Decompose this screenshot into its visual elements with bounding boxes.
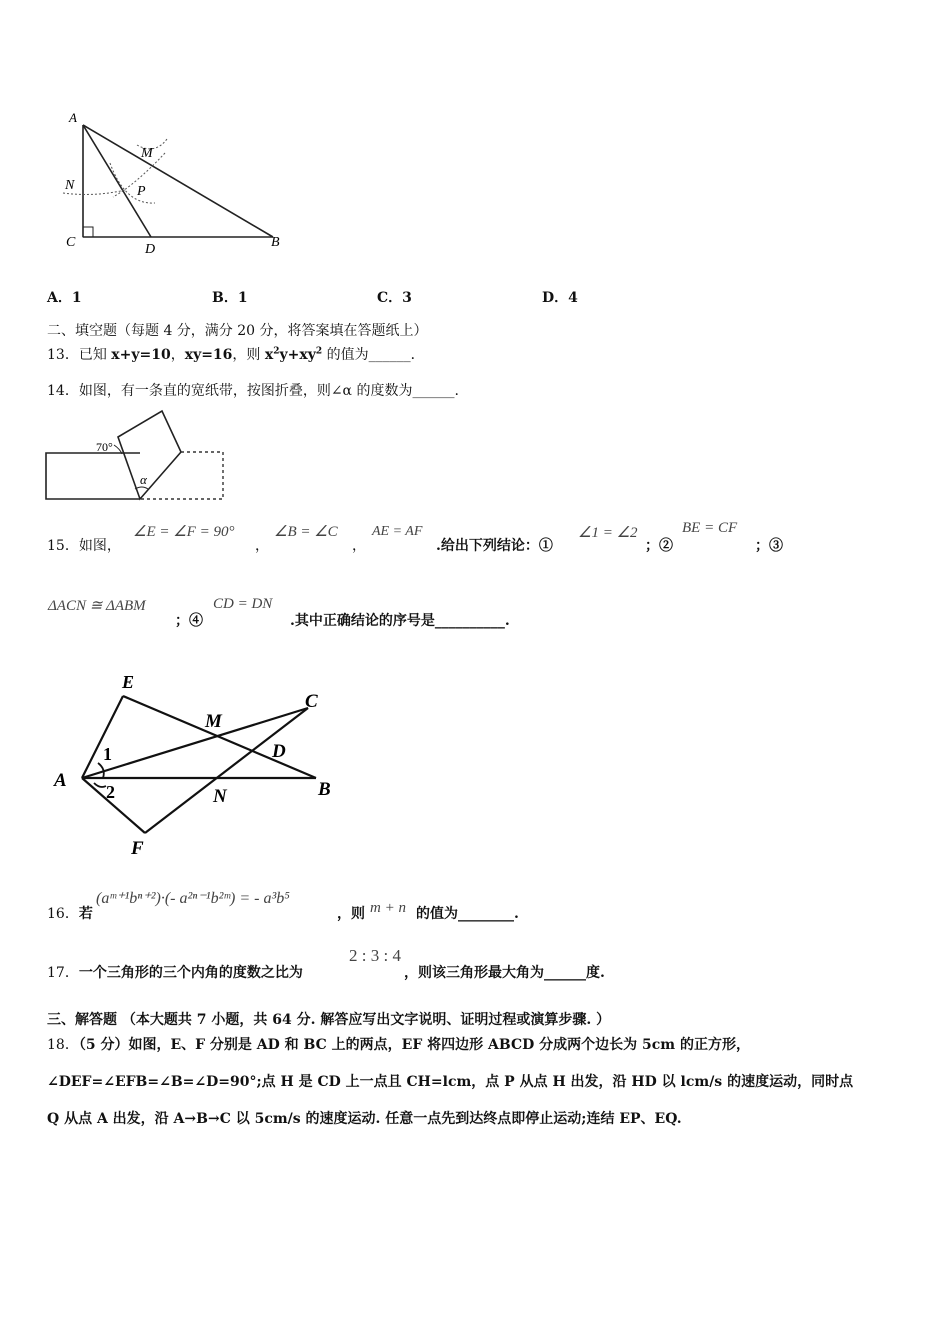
q18-line1 [47, 1034, 750, 1054]
label-m2: M [205, 711, 222, 732]
q18-line2: ∠DEF=∠EFB=∠B=∠D=90°;点 H 是 CD 上一点且 CH=lcm，点 P 从点 H 出发，沿 HD 以 lcm/s 的速度运动，同时点 [47, 1074, 854, 1090]
label-b2: B [318, 779, 331, 800]
q15-comma1: ， [255, 538, 269, 554]
label-a: A [69, 110, 77, 125]
seg-eb [123, 696, 316, 778]
q15-text6: .其中正确结论的序号是__________. [290, 613, 510, 629]
q13-exp2: 2 [315, 346, 323, 357]
arc-p1 [110, 163, 155, 203]
label-b: B [271, 235, 280, 250]
side-ab [83, 125, 273, 237]
paper-strip-figure [40, 405, 235, 505]
seg-cf [145, 708, 308, 833]
q16-lead [47, 903, 93, 923]
q15-math2: ∠B = ∠C [274, 524, 338, 540]
q13-number: 13． [47, 347, 79, 363]
label-d: D [145, 242, 156, 257]
q15-math3: AE = AF [372, 524, 423, 539]
q15-comma2: ， [352, 538, 366, 554]
q17-number: 17． [47, 965, 79, 981]
option-a[interactable] [47, 287, 82, 307]
right-angle-mark [83, 227, 93, 237]
option-d-value: 4 [568, 290, 578, 306]
q13-expr-b: y+xy [279, 347, 316, 363]
q17-post: ，则该三角形最大角为______度. [404, 965, 605, 981]
q16-post: 的值为________. [416, 906, 519, 922]
q16-mid: ，则 [337, 906, 365, 922]
folded-part [118, 411, 181, 499]
kite-figure [40, 665, 350, 860]
q13-sep: ， [170, 347, 185, 363]
question-14 [47, 380, 459, 400]
q15-math1: ∠E = ∠F = 90° [133, 524, 235, 540]
q18-line3: Q 从点 A 出发，沿 A→B→C 以 5cm/s 的速度运动. 任意一点先到达终点即停止运动;连结 EP、EQ. [47, 1111, 682, 1127]
option-c-value: 3 [402, 290, 412, 306]
label-d2: D [272, 741, 286, 762]
alpha-label: α [140, 472, 147, 487]
q13-cond1: x+y=10 [111, 347, 171, 363]
label-2: 2 [106, 782, 115, 802]
option-d[interactable] [542, 287, 578, 307]
label-c2: C [305, 691, 318, 712]
q15-line1 [47, 535, 121, 555]
q15-text2: .给出下列结论：① [436, 538, 553, 554]
option-a-letter: A． [47, 290, 72, 306]
q15-math7: CD = DN [213, 596, 273, 612]
label-f: F [131, 838, 144, 859]
q14-number: 14． [47, 383, 79, 399]
q18-number: 18． [47, 1037, 79, 1053]
q13-exp1: 2 [273, 346, 280, 357]
label-p: P [137, 184, 146, 199]
strip-dashed [140, 452, 223, 499]
angle-70-label: 70° [96, 440, 113, 454]
q13-mid: ，则 [232, 347, 265, 363]
label-n: N [65, 178, 75, 193]
option-b[interactable] [212, 287, 248, 307]
triangle-figure [55, 105, 295, 260]
seg-ae [82, 696, 123, 778]
section3-heading: 三、解答题 （本大题共 7 小题，共 64 分. 解答应写出文字说明、证明过程或演算步骤. ） [47, 1012, 611, 1028]
label-c: C [66, 235, 76, 250]
q15-text1: 如图， [78, 538, 121, 554]
label-1: 1 [103, 744, 112, 764]
label-e: E [122, 672, 135, 692]
q15-text5: ；④ [175, 613, 203, 629]
bisector-ad [83, 125, 151, 237]
option-a-value: 1 [71, 290, 82, 306]
option-b-letter: B． [212, 290, 238, 306]
q14-text: 如图，有一条直的宽纸带，按图折叠，则∠α 的度数为______. [78, 383, 459, 399]
angle-2-arc [94, 783, 106, 787]
section2-heading: 二、填空题（每题 4 分，满分 20 分，将答案填在答题纸上） [47, 323, 428, 339]
q15-text4: ；③ [755, 538, 783, 554]
label-m: M [141, 146, 153, 161]
q16-number: 16． [47, 906, 79, 922]
q16-pre: 若 [78, 906, 93, 922]
q17-ratio: 2 : 3 : 4 [349, 946, 401, 965]
q16-expr: m + n [370, 900, 406, 916]
q15-number: 15． [47, 538, 79, 554]
q15-math4: ∠1 = ∠2 [578, 525, 638, 541]
label-a2: A [54, 770, 67, 791]
q15-text3: ；② [645, 538, 673, 554]
q13-cond2: xy=16 [184, 347, 233, 363]
question-13 [47, 344, 425, 364]
q18-line1-text: （5 分）如图，E、F 分别是 AD 和 BC 上的两点，EF 将四边形 ABCD 分成两个边长为 5cm 的正方形， [78, 1037, 750, 1053]
option-c[interactable] [377, 287, 412, 307]
q17-lead [47, 962, 303, 982]
angle-1-arc [98, 763, 104, 778]
q17-pre: 一个三角形的三个内角的度数之比为 [78, 965, 303, 981]
q13-pre: 已知 [78, 347, 112, 363]
q13-expr-a: x [264, 347, 274, 363]
label-n2: N [213, 786, 227, 807]
q15-math5: BE = CF [682, 520, 738, 536]
q15-math6: ΔACN ≅ ΔABM [48, 598, 146, 614]
q13-post: 的值为______． [322, 347, 425, 363]
option-c-letter: C． [377, 290, 403, 306]
q16-formula: (aᵐ⁺¹bⁿ⁺²)·(- a²ⁿ⁻¹b²ᵐ) = - a³b⁵ [96, 890, 290, 907]
option-d-letter: D． [542, 290, 569, 306]
option-b-value: 1 [237, 290, 248, 306]
